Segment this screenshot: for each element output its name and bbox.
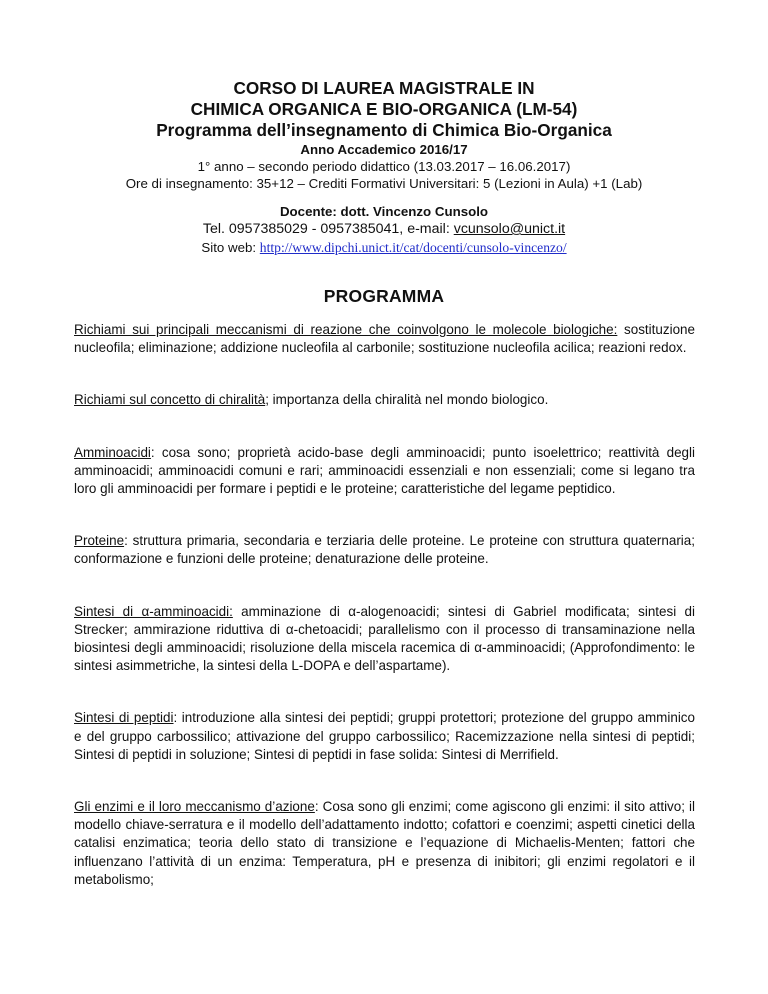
section-heading: Richiami sul concetto di chiralità: [74, 392, 266, 408]
section-text: ; importanza della chiralità nel mondo biologico.: [265, 392, 549, 408]
website-label: Sito web:: [201, 240, 260, 255]
section-text: : struttura primaria, secondaria e terziaria delle proteine. Le proteine con struttura quaternaria; conformazione e funzioni delle proteine; denaturazione delle proteine.: [74, 533, 695, 567]
section-amino-acids: [74, 444, 695, 499]
section-enzymes: [74, 798, 695, 889]
section-heading: Amminoacidi: [74, 444, 151, 460]
section-text: : Cosa sono gli enzimi; come agiscono gli enzimi: il sito attivo; il modello chiave-serratura e il modello dell’adattamento indotto; cofattori e coenzimi; aspetti cinetici della catalisi enzimatica; teoria dello stato di transizione e l’equazione di Michaelis-Menten; fattori che influenzano l’attività di un enzima: Temperatura, pH e presenza di inibitori; gli enzimi regolatori e il metabolismo;: [74, 799, 695, 887]
section-amino-acid-synthesis: [74, 603, 695, 676]
section-text: sostituzione nucleofila; eliminazione; addizione nucleofila al carbonile; sostituzione nucleofila acilica; reazioni redox.: [74, 322, 695, 356]
section-heading: Sintesi di peptidi: [74, 710, 174, 726]
teaching-period: 1° anno – secondo periodo didattico (13.03.2017 – 16.06.2017): [197, 159, 571, 174]
teacher-website: [60, 239, 708, 256]
section-heading: Sintesi di α-amminoacidi:: [74, 603, 233, 619]
program-body: [74, 321, 695, 923]
degree-title-line1: CORSO DI LAUREA MAGISTRALE IN: [233, 78, 535, 98]
section-heading: Richiami sui principali meccanismi di reazione che coinvolgono le molecole biologiche:: [74, 322, 618, 337]
teacher-info: [60, 203, 708, 256]
document-header: [60, 78, 708, 192]
teacher-phone: Tel. 0957385029 - 0957385041, e-mail:: [202, 221, 454, 237]
section-chirality: [74, 391, 695, 409]
course-title: Programma dell’insegnamento di Chimica Bio-Organica: [156, 120, 612, 140]
section-reaction-mechanisms: [74, 321, 695, 357]
section-text: : cosa sono; proprietà acido-base degli amminoacidi; punto isoelettrico; reattività degli amminoacidi; amminoacidi comuni e rari; amminoacidi essenziali e non essenziali; come si legano tra loro gli amminoacidi per formare i peptidi e le proteine; caratteristiche del legame peptidico.: [74, 444, 695, 497]
section-text: : introduzione alla sintesi dei peptidi; gruppi protettori; protezione del gruppo amminico e del gruppo carbossilico; attivazione del gruppo carbossilico; Racemizzazione nella sintesi di peptidi; Sintesi di peptidi in soluzione; Sintesi di peptidi in fase solida: Sintesi di Merrifield.: [74, 710, 696, 762]
section-proteins: [74, 532, 695, 568]
teacher-email-link[interactable]: vcunsolo@unict.it: [453, 221, 566, 237]
teaching-hours: Ore di insegnamento: 35+12 – Crediti Formativi Universitari: 5 (Lezioni in Aula) +1 (Lab): [125, 176, 643, 191]
section-text: amminazione di α-alogenoacidi; sintesi di Gabriel modificata; sintesi di Strecker; ammirazione riduttiva di α-chetoacidi; parallelismo con il processo di transaminazione nella biosintesi degli amminoacidi; risoluzione della miscela racemica di α-amminoacidi; (Approfondimento: le sintesi asimmetriche, la sintesi della L-DOPA e dell’aspartame).: [74, 603, 695, 674]
program-title: PROGRAMMA: [323, 286, 445, 306]
section-peptide-synthesis: [74, 709, 695, 764]
teacher-name: Docente: dott. Vincenzo Cunsolo: [279, 204, 489, 219]
academic-year: Anno Accademico 2016/17: [300, 142, 468, 157]
degree-title-line2: CHIMICA ORGANICA E BIO-ORGANICA (LM-54): [190, 99, 578, 119]
website-link[interactable]: http://www.dipchi.unict.it/cat/docenti/cunsolo-vincenzo/: [259, 240, 567, 255]
section-heading: Proteine: [74, 533, 125, 549]
section-heading: Gli enzimi e il loro meccanismo d’azione: [74, 799, 315, 815]
teacher-contacts: [60, 220, 708, 239]
